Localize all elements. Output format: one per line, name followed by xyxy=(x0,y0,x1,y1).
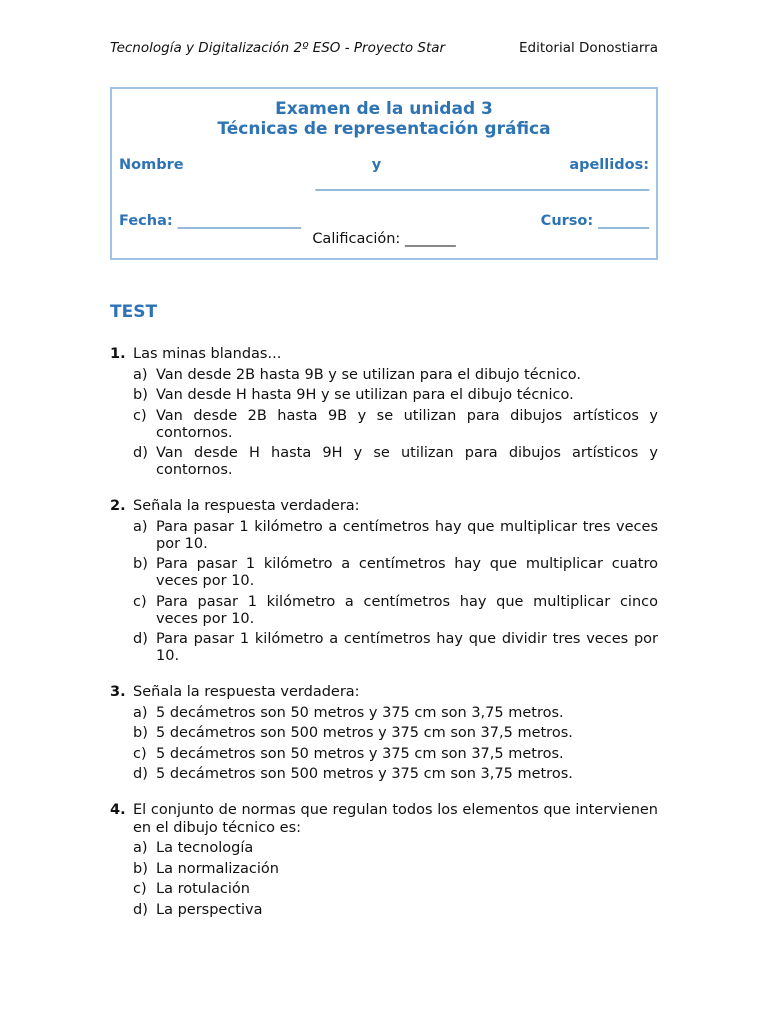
course-field xyxy=(541,213,649,229)
option-letter: a) xyxy=(133,518,148,535)
grade-field xyxy=(112,231,656,247)
option-item[interactable] xyxy=(133,387,658,404)
option-list xyxy=(133,519,658,666)
option-text: Para pasar 1 kilómetro a centímetros hay que multiplicar tres veces por 10. xyxy=(156,518,658,552)
date-field xyxy=(119,213,301,229)
option-text: La rotulación xyxy=(156,881,250,897)
option-letter: a) xyxy=(133,366,148,383)
option-list xyxy=(133,705,658,784)
name-label-word1: Nombre xyxy=(119,157,184,173)
question-stem xyxy=(110,346,658,364)
option-text: 5 decámetros son 500 metros y 375 cm son 37,5 metros. xyxy=(156,725,573,741)
option-text: La normalización xyxy=(156,860,279,877)
option-letter: b) xyxy=(133,725,148,741)
running-header xyxy=(110,40,658,56)
question-list xyxy=(110,346,658,938)
name-blank-line[interactable]: ________________________________________________ xyxy=(315,175,649,191)
question-text: El conjunto de normas que regulan todos los elementos que intervienen en el dibujo técnico es: xyxy=(133,802,658,836)
option-item[interactable] xyxy=(133,705,658,722)
option-letter: b) xyxy=(133,556,148,572)
name-label-word3: apellidos: xyxy=(569,157,649,173)
option-letter: d) xyxy=(133,766,148,782)
option-letter: a) xyxy=(133,704,148,721)
question-stem xyxy=(110,802,658,837)
option-item[interactable] xyxy=(133,902,658,919)
option-text: 5 decámetros son 50 metros y 375 cm son 37,5 metros. xyxy=(156,745,564,762)
question-4 xyxy=(110,802,658,919)
option-item[interactable] xyxy=(133,840,658,857)
option-text: Para pasar 1 kilómetro a centímetros hay que multiplicar cuatro veces por 10. xyxy=(156,556,658,589)
option-letter: d) xyxy=(133,901,148,918)
date-blank-line[interactable]: _________________ xyxy=(177,213,301,229)
option-item[interactable] xyxy=(133,861,658,878)
option-text: Para pasar 1 kilómetro a centímetros hay que multiplicar cinco veces por 10. xyxy=(156,593,658,627)
option-text: La tecnología xyxy=(156,840,254,856)
question-text: Las minas blandas... xyxy=(133,346,282,362)
option-item[interactable] xyxy=(133,881,658,898)
option-item[interactable] xyxy=(133,408,658,442)
option-letter: b) xyxy=(133,860,148,877)
date-course-row xyxy=(119,213,649,229)
header-book-title: Tecnología y Digitalización 2º ESO - Proyecto Star xyxy=(110,40,446,56)
section-heading: TEST xyxy=(110,302,158,322)
question-number: 3. xyxy=(110,684,126,700)
question-text: Señala la respuesta verdadera: xyxy=(133,684,360,700)
option-item[interactable] xyxy=(133,367,658,384)
course-label: Curso: xyxy=(540,213,594,229)
exam-title xyxy=(112,99,656,139)
date-label: Fecha: xyxy=(119,213,173,229)
option-item[interactable] xyxy=(133,556,658,590)
question-1 xyxy=(110,346,658,479)
course-blank-line[interactable]: _______ xyxy=(598,213,649,229)
question-3 xyxy=(110,684,658,783)
grade-blank-line[interactable]: _______ xyxy=(404,231,456,247)
option-text: Van desde H hasta 9H y se utilizan para el dibujo técnico. xyxy=(156,387,574,403)
option-item[interactable] xyxy=(133,631,658,665)
question-number: 4. xyxy=(110,802,126,818)
question-text: Señala la respuesta verdadera: xyxy=(133,498,360,514)
option-letter: d) xyxy=(133,631,148,647)
question-number: 1. xyxy=(110,346,126,362)
option-text: Van desde 2B hasta 9B y se utilizan para dibujos artísticos y contornos. xyxy=(156,407,658,441)
option-list xyxy=(133,840,658,919)
option-letter: b) xyxy=(133,387,148,403)
option-item[interactable] xyxy=(133,519,658,553)
option-letter: d) xyxy=(133,445,148,461)
name-label-word2: y xyxy=(371,157,382,173)
exam-title-line1: Examen de la unidad 3 xyxy=(275,99,493,119)
option-text: Para pasar 1 kilómetro a centímetros hay que dividir tres veces por 10. xyxy=(156,631,658,664)
option-item[interactable] xyxy=(133,594,658,628)
option-text: 5 decámetros son 500 metros y 375 cm son 3,75 metros. xyxy=(156,766,573,782)
option-letter: c) xyxy=(133,745,147,762)
option-letter: a) xyxy=(133,840,148,856)
question-number: 2. xyxy=(110,498,126,514)
name-field-row xyxy=(119,157,649,173)
option-item[interactable] xyxy=(133,746,658,763)
grade-label: Calificación: xyxy=(312,231,401,247)
option-letter: c) xyxy=(133,881,147,897)
exam-header-box xyxy=(110,87,658,260)
question-stem xyxy=(110,684,658,702)
option-item[interactable] xyxy=(133,725,658,742)
option-text: La perspectiva xyxy=(156,901,263,918)
option-text: Van desde 2B hasta 9B y se utilizan para el dibujo técnico. xyxy=(156,366,582,383)
option-item[interactable] xyxy=(133,445,658,479)
question-2 xyxy=(110,498,658,665)
option-item[interactable] xyxy=(133,766,658,783)
option-text: Van desde H hasta 9H y se utilizan para dibujos artísticos y contornos. xyxy=(156,445,658,478)
question-stem xyxy=(110,498,658,516)
option-text: 5 decámetros son 50 metros y 375 cm son 3,75 metros. xyxy=(156,704,564,721)
option-letter: c) xyxy=(133,593,147,610)
option-list xyxy=(133,367,658,480)
header-publisher: Editorial Donostiarra xyxy=(519,40,658,56)
option-letter: c) xyxy=(133,407,147,424)
exam-title-line2: Técnicas de representación gráfica xyxy=(217,119,551,139)
